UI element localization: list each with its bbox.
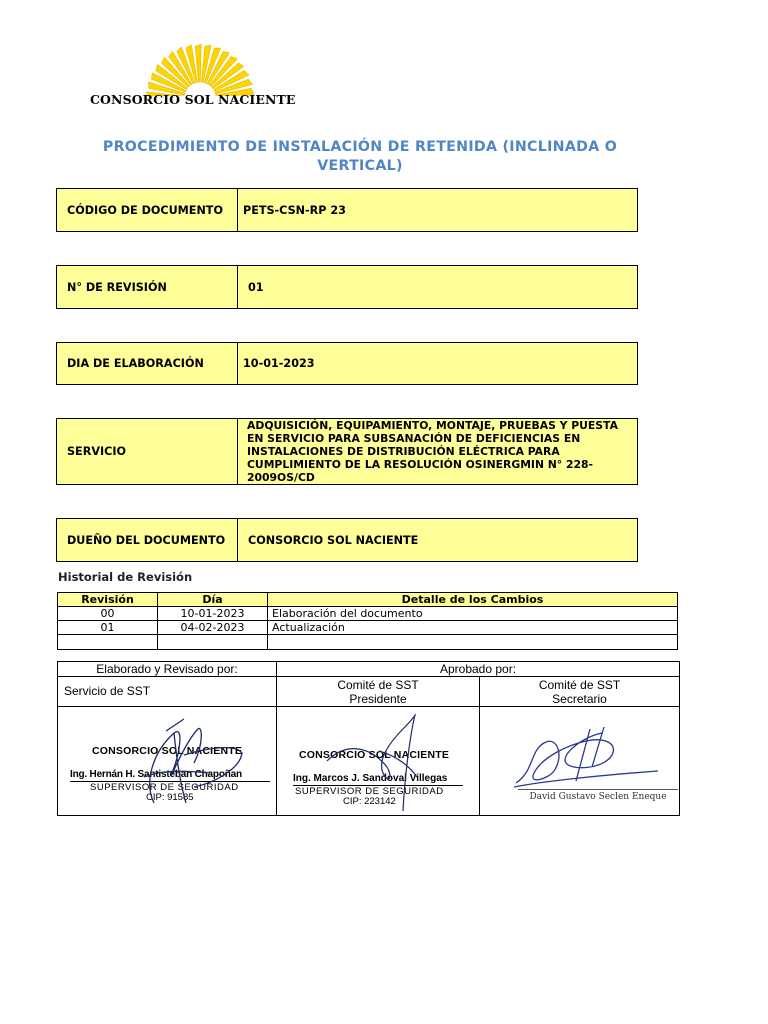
revision-history-label: Historial de Revisión [58,570,193,584]
field-label: N° DE REVISIÓN [57,266,238,308]
column-header-details: Detalle de los Cambios [268,593,678,607]
table-row [58,635,678,650]
table-row [58,621,678,635]
role-committee-secretary [480,677,680,707]
role-committee-president [277,677,480,707]
stamp-cip: CIP: 91585 [146,792,194,803]
cell-revision [58,635,158,650]
cell-revision: 01 [58,621,158,635]
field-document-owner [56,518,638,562]
signature-cell-secretary [480,707,680,816]
field-document-code [56,188,638,232]
field-label: DIA DE ELABORACIÓN [57,343,238,384]
stamp-name: David Gustavo Seclen Eneque [518,789,678,802]
approval-signature-table [57,661,680,816]
field-value: 01 [248,280,264,294]
field-label: DUEÑO DEL DOCUMENTO [57,519,238,561]
cell-day [158,635,268,650]
cell-details: Elaboración del documento [268,607,678,621]
field-revision-number [56,265,638,309]
field-value: 10-01-2023 [243,357,315,370]
signature-cell-president [277,707,480,816]
stamp-cip: CIP: 223142 [343,796,396,807]
role-sst-service [58,677,277,707]
field-label: CÓDIGO DE DOCUMENTO [57,189,238,231]
table-header-row [58,593,678,607]
field-label: SERVICIO [57,419,238,484]
revision-history-table [57,592,678,650]
company-logo [88,36,304,108]
cell-day: 04-02-2023 [158,621,268,635]
role-title: Secretario [552,691,607,706]
logo-company-name: CONSORCIO SOL NACIENTE [90,92,296,107]
field-service [56,418,638,485]
stamp-position: SUPERVISOR DE SEGURIDAD [295,786,444,797]
role-title: Presidente [349,691,407,706]
signature-cell-sst-service [58,707,277,816]
role-line: Comité de SST [538,677,621,692]
field-creation-date [56,342,638,385]
cell-day: 10-01-2023 [158,607,268,621]
stamp-company: CONSORCIO SOL NACIENTE [299,749,450,761]
prepared-by-header: Elaborado y Revisado por: [58,662,277,677]
cell-revision: 00 [58,607,158,621]
stamp-name: Ing. Hernán H. Santisteban Chapoñan [70,769,270,782]
handwritten-signature [307,711,467,815]
field-value: CONSORCIO SOL NACIENTE [248,533,419,547]
role-line: Comité de SST [337,677,419,692]
stamp-name: Ing. Marcos J. Sandoval Villegas [293,773,463,786]
column-header-day: Día [158,593,268,607]
stamp-position: SUPERVISOR DE SEGURIDAD [90,782,239,793]
stamp-company: CONSORCIO SOL NACIENTE [92,745,243,757]
role-line: Servicio de SST [64,684,151,698]
column-header-revision: Revisión [58,593,158,607]
cell-details: Actualización [268,621,678,635]
field-value: PETS-CSN-RP 23 [243,203,346,217]
rising-sun-icon [88,36,304,96]
cell-details [268,635,678,650]
field-value: ADQUISICIÓN, EQUIPAMIENTO, MONTAJE, PRUEBAS Y PUESTA EN SERVICIO PARA SUBSANACIÓN DE DEFICIENCIAS EN INSTALACIONES DE DISTRIBUCIÓN ELÉCTRICA PARA CUMPLIMIENTO DE LA RESOLUCIÓN OSINERGMIN N° 228-2009OS/CD [247,419,618,484]
handwritten-signature [114,713,244,809]
document-title: PROCEDIMIENTO DE INSTALACIÓN DE RETENIDA (INCLINADA O VERTICAL) [102,139,618,174]
table-row [58,607,678,621]
approved-by-header: Aprobado por: [277,662,680,677]
